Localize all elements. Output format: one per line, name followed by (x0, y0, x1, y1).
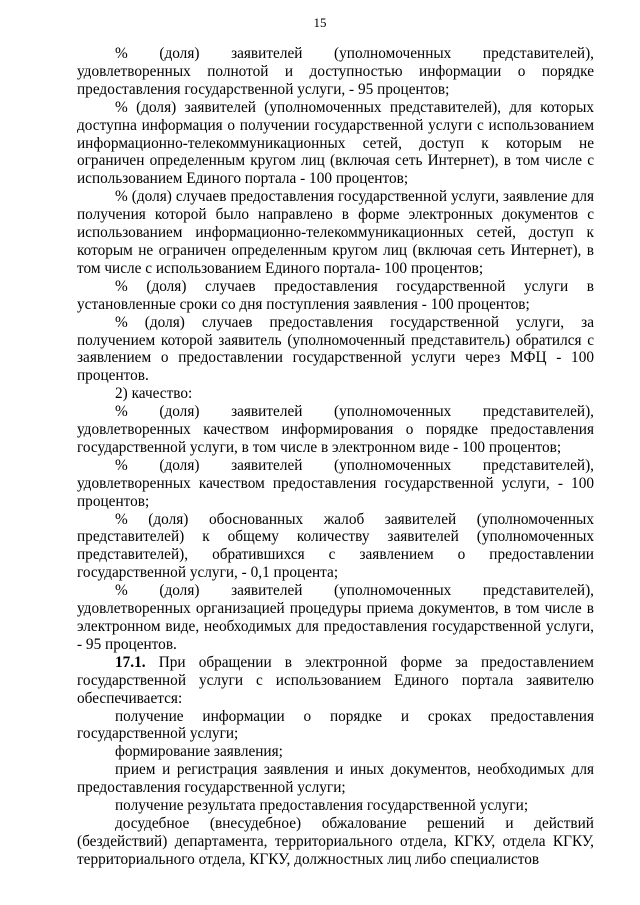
list-item: досудебное (внесудебное) обжалование решений и действий (бездействий) департамента, территориального отдела, КГКУ, отдела КГКУ, территориального отдела, КГКУ, должностных лиц либо специалистов (77, 814, 594, 868)
list-item: получение результата предоставления государственной услуги; (115, 797, 529, 815)
paragraph-9: % (доля) обоснованных жалоб заявителей (уполномоченных представителей) к общему количеству заявителей (уполномоченных представителей), обратившихся с заявлением о предоставлении государственной услуги, - 0,1 процента; (77, 510, 594, 582)
paragraph-5: % (доля) случаев предоставления государственной услуги, за получением которой заявитель (уполномоченный представитель) обратился с заявлением о предоставлении государственной услуги через МФЦ - 100 процентов. (77, 313, 594, 385)
list-item: получение информации о порядке и сроках предоставления государственной услуги; (77, 707, 594, 743)
section-text: При обращении в электронной форме за предоставлением государственной услуги с использованием Единого портала заявителю обеспечивается: (77, 653, 594, 707)
document-body (77, 45, 594, 869)
paragraph-4: % (доля) случаев предоставления государственной услуги в установленные сроки со дня поступления заявления - 100 процентов; (77, 277, 594, 313)
list-item: прием и регистрация заявления и иных документов, необходимых для предоставления государственной услуги; (77, 761, 594, 797)
paragraph-7: % (доля) заявителей (уполномоченных представителей), удовлетворенных качеством информирования о порядке предоставления государственной услуги, в том числе в электронном виде - 100 процентов; (77, 403, 594, 456)
list-item: формирование заявления; (115, 743, 283, 761)
paragraph-3: % (доля) случаев предоставления государственной услуги, заявление для получения которой было направлено в форме электронных документов с использованием информационно-телекоммуникационных сетей, доступ к которым не ограничен определенным кругом лиц (включая сеть Интернет), в том числе с использованием Единого портала- 100 процентов; (77, 188, 594, 277)
section-number: 17.1. (115, 653, 146, 671)
paragraph-10: % (доля) заявителей (уполномоченных представителей), удовлетворенных организацией процедуры приема документов, в том числе в электронном виде, необходимых для предоставления государственной услуги, - 95 процентов. (77, 582, 594, 653)
section-17-1 (77, 654, 594, 708)
paragraph-1: % (доля) заявителей (уполномоченных представителей), удовлетворенных полнотой и доступностью информации о порядке предоставления государственной услуги, - 95 процентов; (77, 45, 594, 98)
paragraph-8: % (доля) заявителей (уполномоченных представителей), удовлетворенных качеством предоставления государственной услуги, - 100 процентов; (77, 456, 594, 510)
paragraph-quality-heading: 2) качество: (115, 385, 193, 403)
page-number: 15 (313, 15, 327, 30)
paragraph-2: % (доля) заявителей (уполномоченных представителей), для которых доступна информация о получении государственной услуги с использованием информационно-телекоммуникационных сетей, доступ к которым не ограничен определенным кругом лиц (включая сеть Интернет), в том числе с использованием Единого портала - 100 процентов; (77, 98, 594, 188)
